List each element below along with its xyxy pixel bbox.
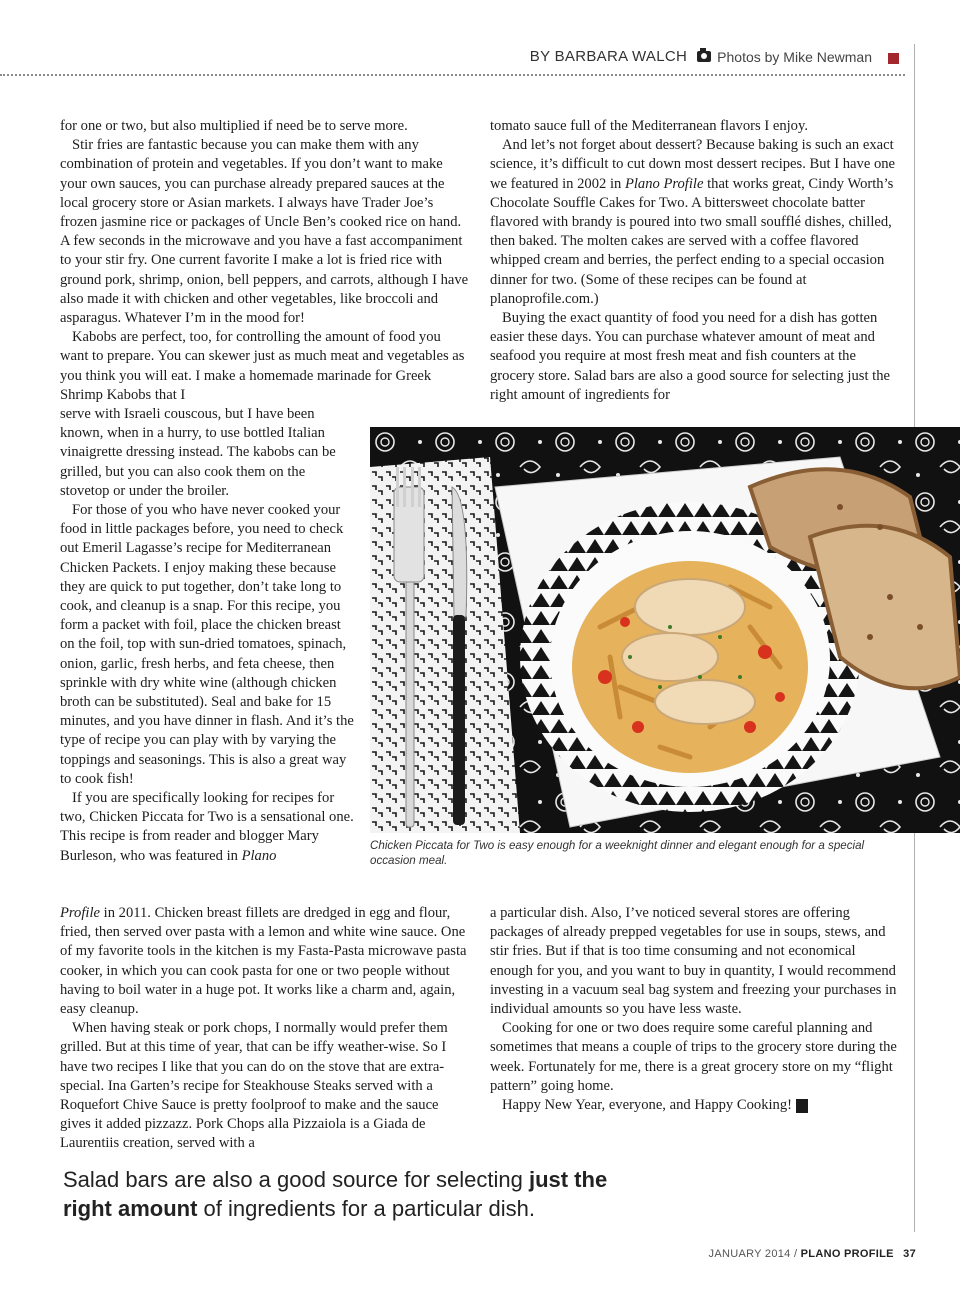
section-marker bbox=[888, 53, 899, 64]
photo-credit: Photos by Mike Newman bbox=[717, 48, 872, 65]
left-column-bottom bbox=[60, 904, 470, 1154]
magazine-name: PLANO PROFILE bbox=[800, 1248, 894, 1260]
paragraph: a particular dish. Also, I’ve noticed several stores are offering packages of already prepped vegetables for use in soups, stews, and stir fries. But if that is too time consuming and not economical enough for you, and you want to buy in quantity, I would recommend investing in a vacuum seal bag system and freezing your purchases in individual amounts so you have less waste. bbox=[490, 905, 897, 1018]
page-footer bbox=[709, 1248, 916, 1260]
header-divider bbox=[0, 74, 905, 76]
paragraph: for one or two, but also multiplied if need be to serve more. bbox=[60, 118, 408, 134]
photo-caption: Chicken Piccata for Two is easy enough for a weeknight dinner and elegant enough for a special occasion meal. bbox=[370, 839, 865, 867]
paragraph: When having steak or pork chops, I normally would prefer them grilled. But at this time of year, that can be iffy weather-wise. So I have two recipes I like that you can do on the stove that are extra-special. Ina Garten’s recipe for Steakhouse Steaks served with a Roquefort Chive Sauce is pretty foolproof to make and the sauce gives it added pizzazz. Pork Chops alla Pizzaiola is a Giada de Laurentiis creation, served with a bbox=[60, 1020, 448, 1152]
left-column-narrow bbox=[60, 405, 358, 866]
paragraph: Stir fries are fantastic because you can make them with any combination of protein and vegetables. If you don’t want to make your own sauces, you can purchase already prepared sauces at the local grocery store or Asian markets. I always have Trader Joe’s frozen jasmine rice or packages of Uncle Ben’s cooked rice on hand. A few seconds in the microwave and you have a fast accompaniment to your stir fry. One current favorite I make a lot is fried rice with ground pork, shrimp, onion, bell peppers, and carrots, although I have also made it with chicken and other vegetables, like broccoli and asparagus. Whatever I’m in the mood for! bbox=[60, 137, 469, 327]
paragraph: Cooking for one or two does require some careful planning and sometimes that means a couple of trips to the grocery store during the week. Fortunately for me, there is a great grocery store on my “flight pattern” going home. bbox=[490, 1020, 897, 1094]
paragraph: Happy New Year, everyone, and Happy Cooking! p bbox=[502, 1097, 815, 1114]
issue-date: JANUARY 2014 / bbox=[708, 1248, 798, 1260]
paragraph: Profile in 2011. Chicken breast fillets are dredged in egg and flour, fried, then served over pasta with a lemon and white wine sauce. One of my favorite tools in the kitchen is my Fasta-Pasta microwave pasta cooker, in which you can cook pasta for one or two people without having to boil water in a huge pot. It works like a charm and, again, easy cleanup. bbox=[60, 905, 467, 1018]
paragraph: For those of you who have never cooked your food in little packages before, you need to check out Emeril Lagasse’s recipe for Mediterranean Chicken Packets. I enjoy making these because they are quick to put together, don’t take long to cook, and cleanup is a snap. For this recipe, you form a packet with foil, place the chicken breast on the foil, top with sun-dried tomatoes, spinach, onion, garlic, fresh herbs, and feta cheese, then sprinkle with dry white wine (although chicken broth can be substituted). Seal and bake for 15 minutes, and you have dinner in flash. And it’s the type of recipe you can play with by varying the toppings and seasonings. This is also a great way to cook fish! bbox=[60, 502, 354, 787]
left-column-top bbox=[60, 117, 470, 405]
pull-quote: Salad bars are also a good source for selecting just the right amount of ingredients for a particular dish. bbox=[63, 1167, 608, 1221]
food-photo bbox=[370, 427, 960, 833]
paragraph: tomato sauce full of the Mediterranean flavors I enjoy. bbox=[490, 118, 808, 134]
page-number: 37 bbox=[903, 1248, 916, 1260]
paragraph: And let’s not forget about dessert? Because baking is such an exact science, it’s difficult to cut down most dessert recipes. But I have one we featured in 2002 in Plano Profile that works great, Cindy Worth’s Chocolate Souffle Cakes for Two. A bittersweet chocolate batter flavored with brandy is poured into two small soufflé dishes, chilled, then baked. The molten cakes are served with a coffee flavored whipped cream and berries, the perfect ending to a special occasion dinner for two. (Some of these recipes can be found at planoprofile.com.) bbox=[490, 137, 896, 307]
author-byline: BY BARBARA WALCH bbox=[529, 48, 688, 65]
paragraph: serve with Israeli couscous, but I have been known, when in a hurry, to use bottled Italian vinaigrette dressing instead. The kabobs can be grilled, but you can also cook them on the stovetop or under the broiler. bbox=[60, 406, 336, 499]
camera-icon bbox=[697, 51, 711, 62]
paragraph: If you are specifically looking for recipes for two, Chicken Piccata for Two is a sensational one. This recipe is from reader and blogger Mary Burleson, who was featured in Plano bbox=[60, 790, 354, 864]
byline bbox=[530, 48, 872, 65]
right-column-top bbox=[490, 117, 902, 405]
paragraph: Buying the exact quantity of food you need for a dish has gotten easier these days. You can purchase whatever amount of meat and seafood you require at most fresh meat and fish counters at the grocery store. Salad bars are also a good source for selecting just the right amount of ingredients for bbox=[490, 310, 890, 403]
right-column-bottom bbox=[490, 904, 902, 1115]
paragraph: Kabobs are perfect, too, for controlling the amount of food you want to prepare. You can skewer just as much meat and vegetables as you think you will eat. I make a homemade marinade for Greek Shrimp Kabobs that I bbox=[60, 329, 465, 403]
pasta-plate-illustration bbox=[370, 427, 960, 833]
magazine-end-icon: p bbox=[796, 1099, 808, 1113]
